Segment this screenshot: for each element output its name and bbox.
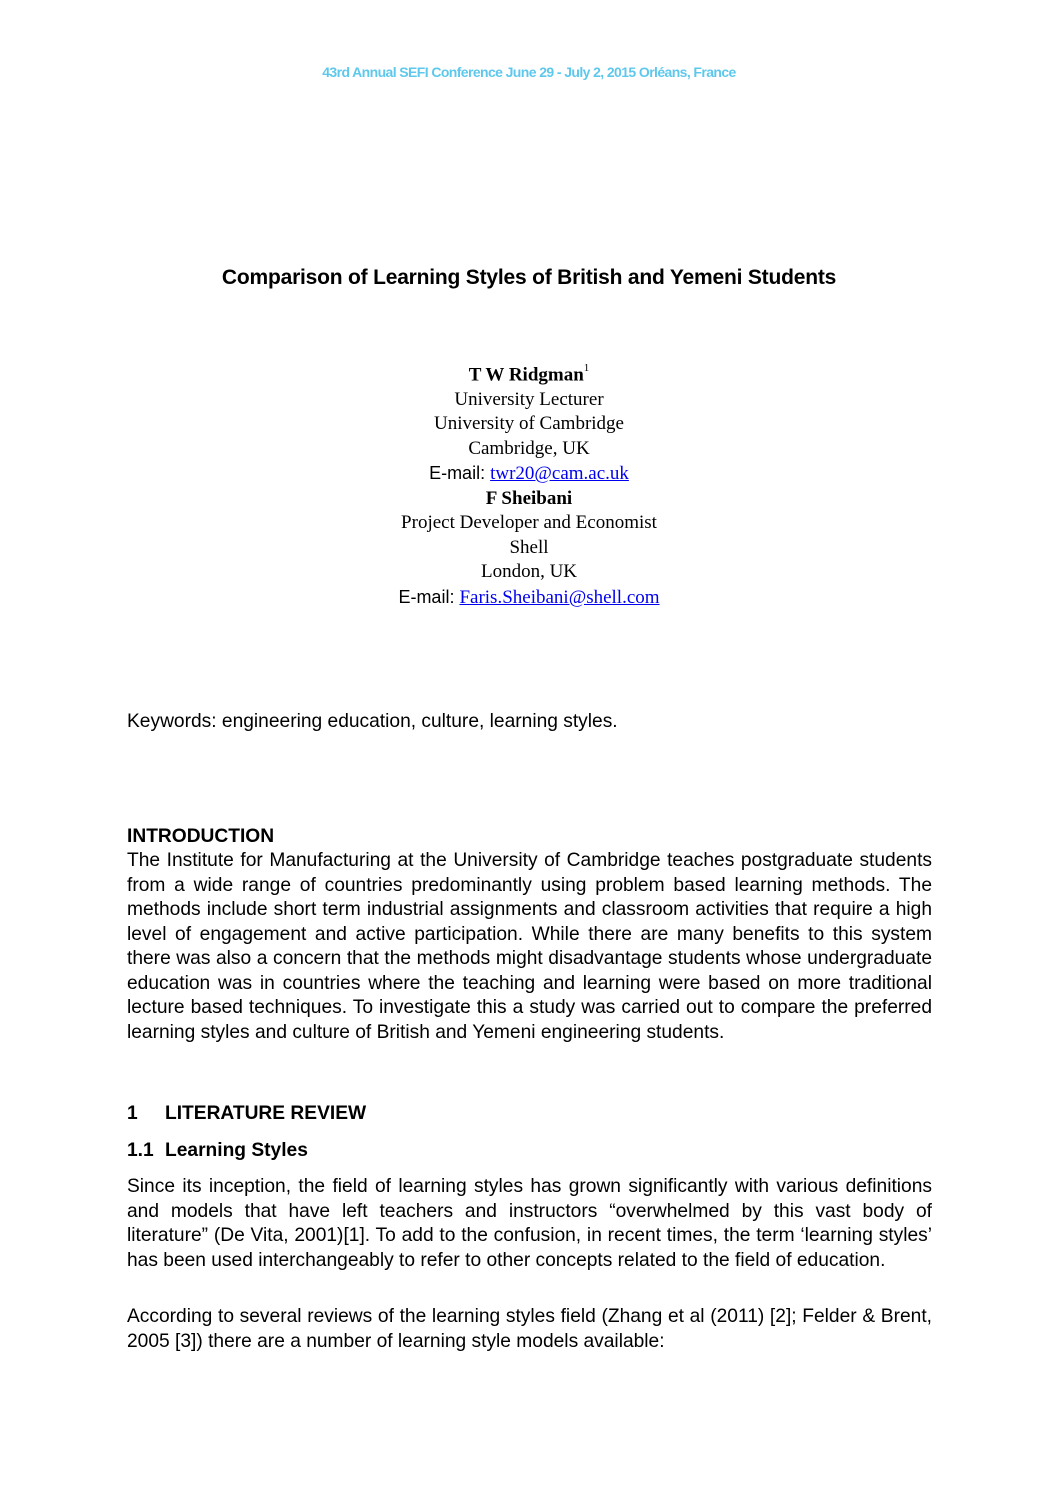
- author-1-email-link[interactable]: twr20@cam.ac.uk: [490, 463, 629, 485]
- section-number: 1: [127, 1103, 138, 1124]
- author-2-organization: Shell: [509, 536, 549, 558]
- author-2-position: Project Developer and Economist: [401, 512, 657, 534]
- author-1-organization: University of Cambridge: [434, 413, 624, 435]
- email-label: E-mail:: [398, 586, 460, 607]
- author-1-location: Cambridge, UK: [468, 437, 590, 459]
- section-1-1-heading: [127, 1139, 932, 1164]
- email-label: E-mail:: [429, 463, 491, 484]
- author-1-email-line: [0, 461, 1058, 487]
- author-2-email-line: [0, 585, 1058, 611]
- introduction-heading: INTRODUCTION: [127, 826, 275, 847]
- paper-title: Comparison of Learning Styles of British and Yemeni Students: [221, 266, 837, 289]
- section-title: LITERATURE REVIEW: [165, 1103, 367, 1124]
- author-block: [0, 358, 1058, 610]
- section-1-heading: [127, 1102, 932, 1127]
- learning-styles-paragraph: Since its inception, the field of learning styles has grown significantly with various definitions and models that have left teachers and instructors “overwhelmed by this vast body of literature” (De Vita, 2001)[1]. To add to the confusion, in recent times, the term ‘learning styles’ has been used interchangeably to refer to other concepts related to the field of education.: [127, 1176, 932, 1271]
- author-1-position: University Lecturer: [454, 388, 604, 410]
- introduction-paragraph: The Institute for Manufacturing at the University of Cambridge teaches postgraduate students from a wide range of countries predominantly using problem based learning methods. The methods include short term industrial assignments and classroom activities that require a high level of engagement and active participation. While there are many benefits to this system there was also a concern that the methods might disadvantage students whose undergraduate education was in countries where the teaching and learning were based on more traditional lecture based techniques. To investigate this a study was carried out to compare the preferred learning styles and culture of British and Yemeni engineering students.: [127, 850, 932, 1043]
- author-1-name: T W Ridgman: [468, 364, 584, 386]
- author-2-name: F Sheibani: [485, 487, 573, 509]
- reviews-paragraph: According to several reviews of the learning styles field (Zhang et al (2011) [2]; Felder & Brent, 2005 [3]) there are a number of learning style models available:: [127, 1306, 932, 1352]
- subsection-title: Learning Styles: [165, 1140, 308, 1161]
- keywords: Keywords: engineering education, culture, learning styles.: [127, 711, 618, 732]
- author-1-affiliation-marker: 1: [583, 362, 590, 374]
- conference-header: 43rd Annual SEFI Conference June 29 - July 2, 2015 Orléans, France: [322, 64, 736, 80]
- author-1-name-line: [0, 358, 1058, 388]
- author-2-location: London, UK: [480, 561, 578, 583]
- author-2-email-link[interactable]: Faris.Sheibani@shell.com: [459, 586, 660, 608]
- subsection-number: 1.1: [127, 1140, 154, 1161]
